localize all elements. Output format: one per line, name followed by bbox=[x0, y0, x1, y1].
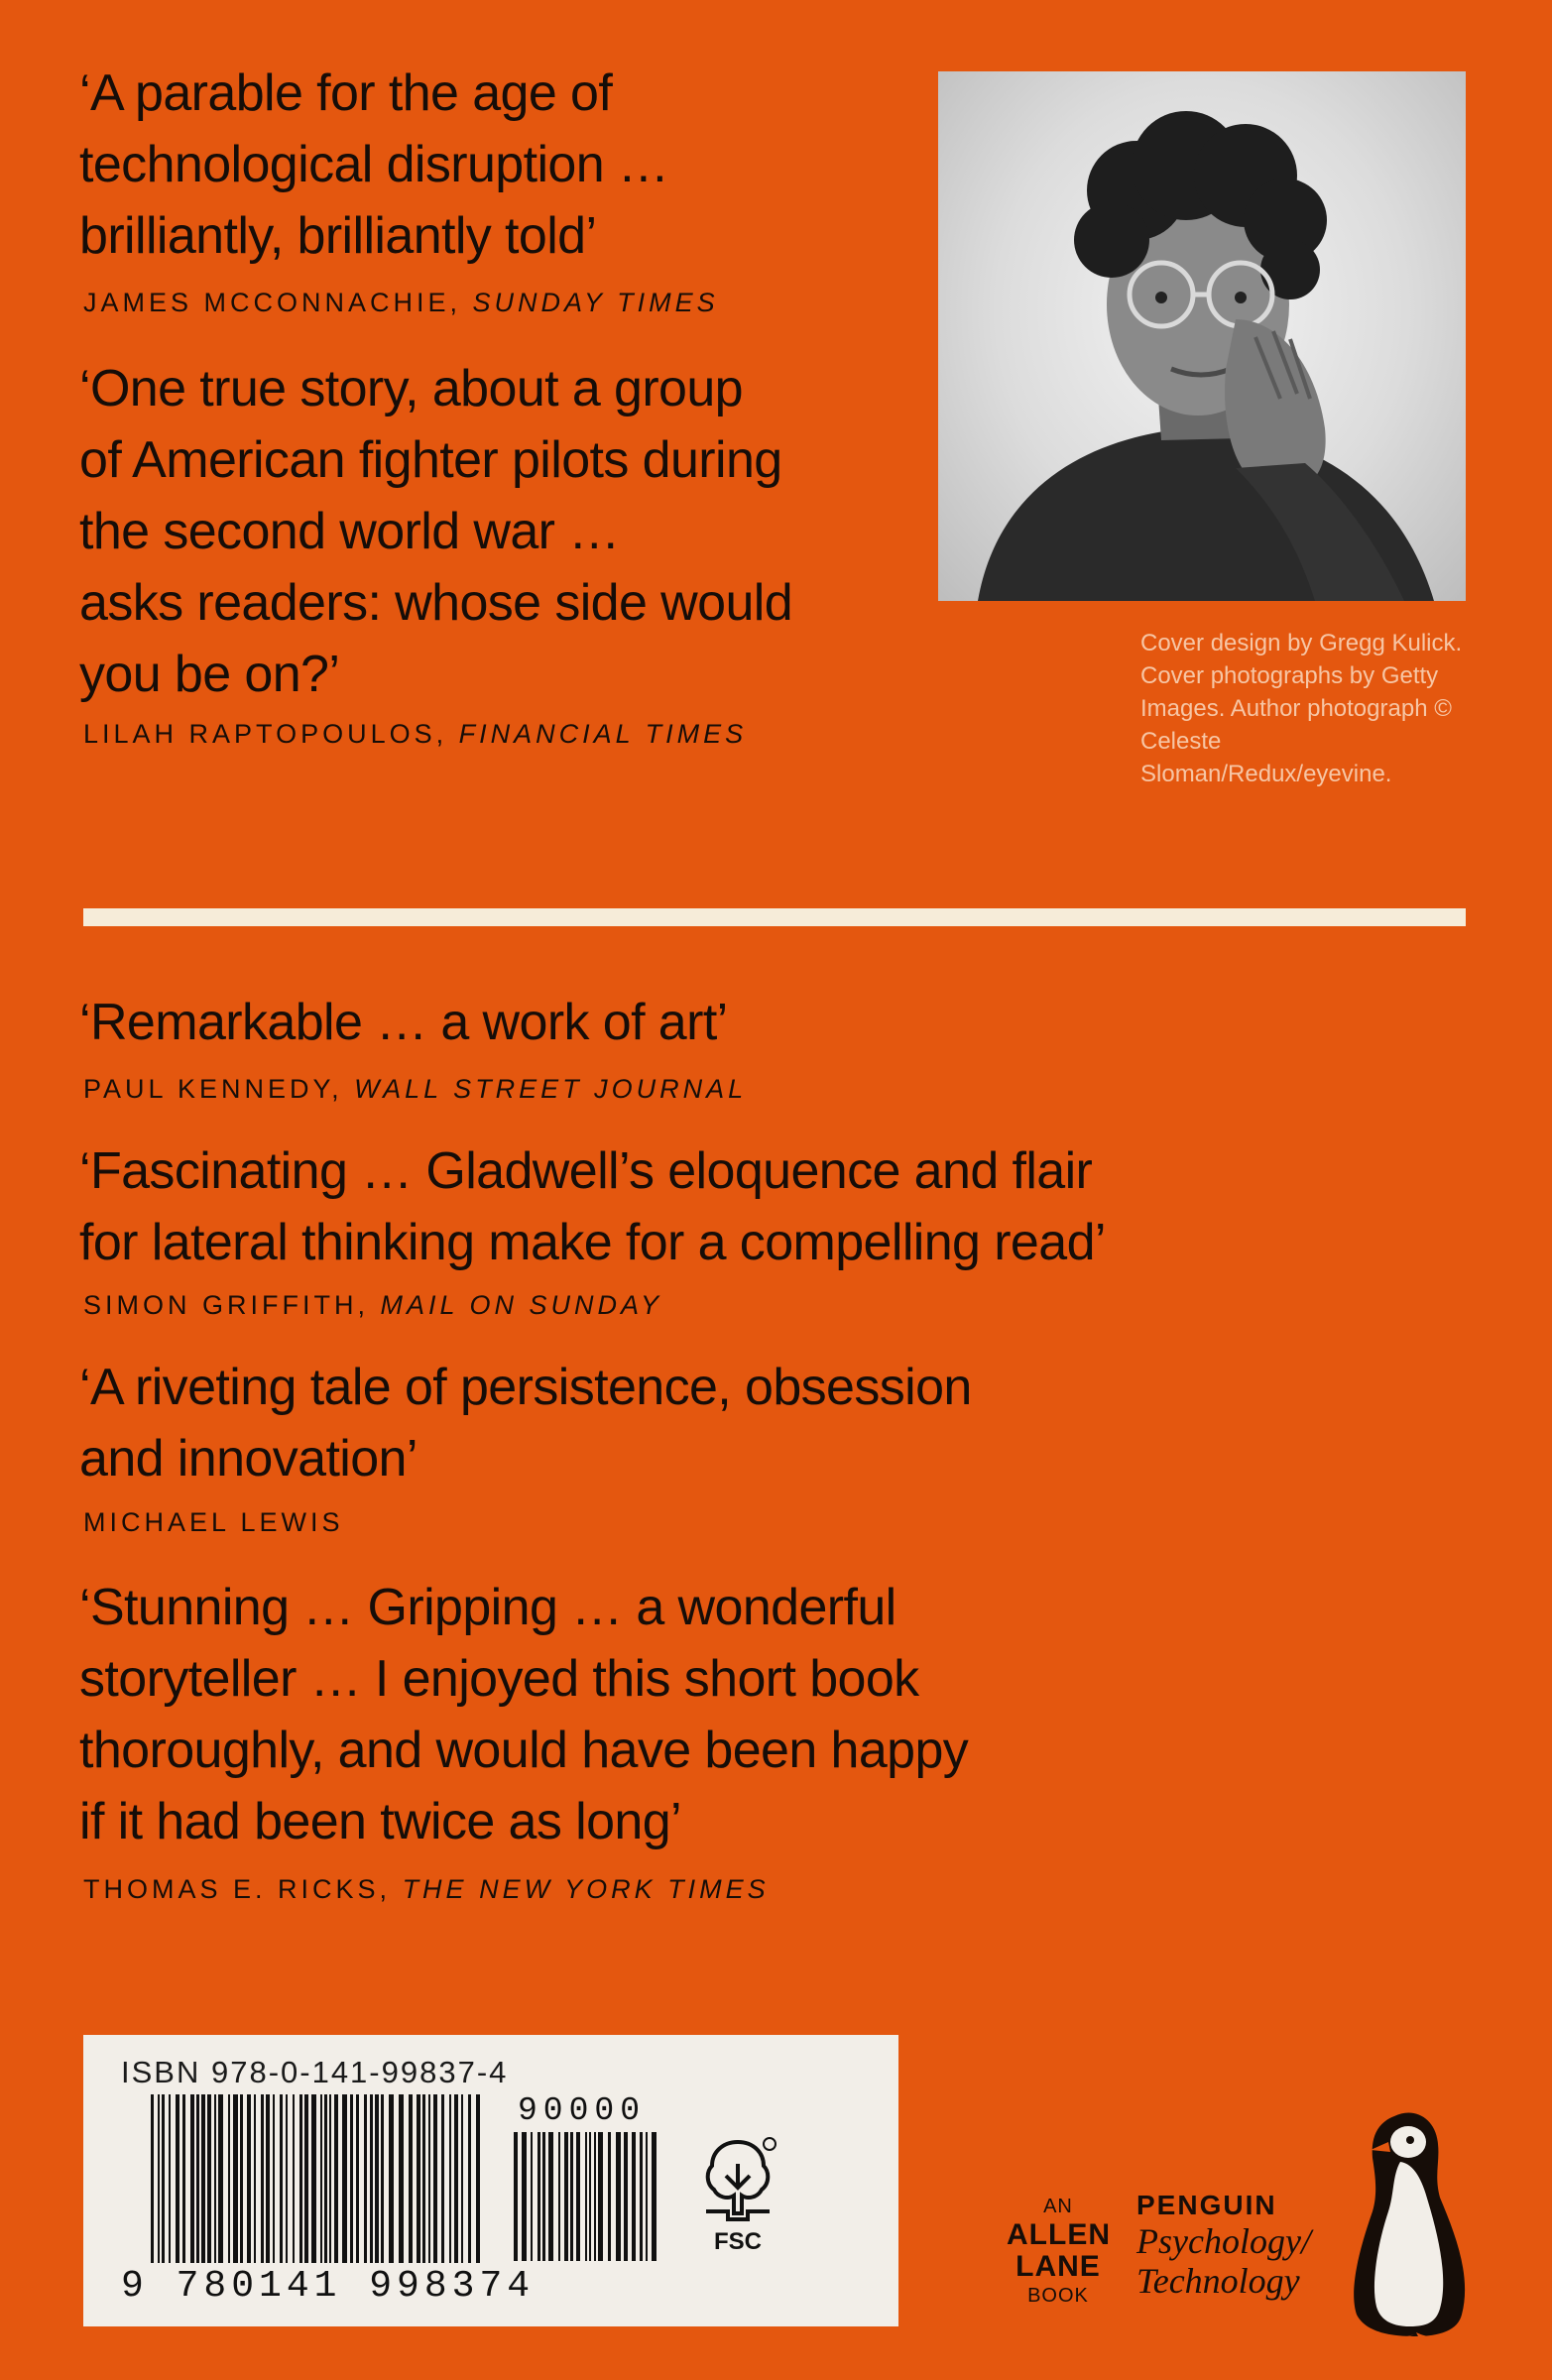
barcode-bar bbox=[324, 2094, 327, 2263]
barcode-bar bbox=[201, 2094, 205, 2263]
barcode-bar bbox=[449, 2094, 451, 2263]
price-addon-barcode bbox=[514, 2132, 662, 2301]
quote-text: ‘One true story, about a group of American fighter pilots during the second world war … asks readers: whose side would you be on?’ bbox=[79, 360, 793, 703]
barcode-bar bbox=[640, 2132, 643, 2261]
barcode-bar bbox=[564, 2132, 568, 2261]
barcode-bar bbox=[409, 2094, 413, 2263]
barcode-bar bbox=[589, 2132, 591, 2261]
attribution-author: MICHAEL LEWIS bbox=[83, 1507, 344, 1537]
barcode-bar bbox=[370, 2094, 373, 2263]
barcode-bar bbox=[548, 2132, 553, 2261]
quote-attribution bbox=[83, 1874, 770, 1905]
attribution-author: JAMES MCCONNACHIE, bbox=[83, 288, 462, 317]
quote-attribution bbox=[83, 719, 747, 750]
imprint-lane: LANE bbox=[1015, 2250, 1101, 2283]
barcode-bar bbox=[531, 2132, 533, 2261]
barcode-bar bbox=[247, 2094, 251, 2263]
isbn-barcode bbox=[151, 2094, 488, 2263]
barcode-bar bbox=[585, 2132, 587, 2261]
series-name: Psychology/ bbox=[1136, 2221, 1311, 2261]
barcode-bar bbox=[598, 2132, 603, 2261]
barcode-bar bbox=[293, 2094, 295, 2263]
barcode-bar bbox=[158, 2094, 160, 2263]
barcode-bar bbox=[652, 2132, 657, 2261]
barcode-bar bbox=[417, 2094, 420, 2263]
barcode-bar bbox=[342, 2094, 347, 2263]
barcode-bar bbox=[299, 2094, 302, 2263]
barcode-bar bbox=[334, 2094, 338, 2263]
barcode-bar bbox=[399, 2094, 404, 2263]
attribution-publication: FINANCIAL TIMES bbox=[458, 719, 748, 749]
quote-text: ‘Stunning … Gripping … a wonderful storyteller … I enjoyed this short book thoroughly, and would have been happy if it had been twice as long’ bbox=[79, 1579, 969, 1850]
barcode-bar bbox=[632, 2132, 636, 2261]
barcode-panel bbox=[83, 2035, 898, 2326]
quote-attribution bbox=[83, 1507, 344, 1538]
barcode-bar bbox=[356, 2094, 359, 2263]
barcode-bar bbox=[311, 2094, 316, 2263]
barcode-bar bbox=[218, 2094, 223, 2263]
barcode-bar bbox=[537, 2132, 540, 2261]
attribution-publication: WALL STREET JOURNAL bbox=[354, 1074, 748, 1104]
barcode-bar bbox=[350, 2094, 353, 2263]
author-photo bbox=[938, 71, 1466, 601]
barcode-bar bbox=[428, 2094, 430, 2263]
barcode-bar bbox=[454, 2094, 458, 2263]
barcode-bar bbox=[196, 2094, 199, 2263]
attribution-author: SIMON GRIFFITH, bbox=[83, 1290, 369, 1320]
barcode-bar bbox=[646, 2132, 648, 2261]
barcode-bar bbox=[570, 2132, 573, 2261]
attribution-publication: MAIL ON SUNDAY bbox=[380, 1290, 663, 1320]
attribution-author: THOMAS E. RICKS, bbox=[83, 1874, 392, 1904]
barcode-bar bbox=[151, 2094, 154, 2263]
barcode-bar bbox=[266, 2094, 270, 2263]
quote-text: ‘Fascinating … Gladwell’s eloquence and flair for lateral thinking make for a compelling read’ bbox=[79, 1142, 1106, 1271]
quote-attribution bbox=[83, 1290, 662, 1321]
quote-attribution bbox=[83, 288, 719, 318]
barcode-bar bbox=[364, 2094, 367, 2263]
barcode-bar bbox=[169, 2094, 171, 2263]
barcode-bar bbox=[261, 2094, 264, 2263]
barcode-bar bbox=[624, 2132, 628, 2261]
barcode-bar bbox=[461, 2094, 463, 2263]
barcode-bar bbox=[228, 2094, 230, 2263]
barcode-bar bbox=[207, 2094, 211, 2263]
barcode-bar bbox=[542, 2132, 545, 2261]
isbn-text: ISBN 978-0-141-99837-4 bbox=[121, 2055, 509, 2089]
barcode-bar bbox=[273, 2094, 275, 2263]
barcode-bar bbox=[389, 2094, 394, 2263]
barcode-bar bbox=[286, 2094, 288, 2263]
barcode-bar bbox=[616, 2132, 621, 2261]
series-name: Technology bbox=[1136, 2261, 1300, 2301]
barcode-bar bbox=[280, 2094, 283, 2263]
barcode-bar bbox=[233, 2094, 238, 2263]
quote-text: ‘A riveting tale of persistence, obsession and innovation’ bbox=[79, 1359, 972, 1488]
attribution-author: LILAH RAPTOPOULOS, bbox=[83, 719, 448, 749]
fsc-logo-icon bbox=[698, 2134, 777, 2228]
imprint-book: BOOK bbox=[1027, 2285, 1089, 2307]
barcode-bar bbox=[422, 2094, 425, 2263]
barcode-bar bbox=[176, 2094, 179, 2263]
penguin-series-label bbox=[1136, 2190, 1311, 2301]
barcode-bar bbox=[468, 2094, 471, 2263]
publisher-name: PENGUIN bbox=[1136, 2190, 1277, 2220]
barcode-bar bbox=[608, 2132, 611, 2261]
barcode-bar bbox=[476, 2094, 480, 2263]
barcode-bar bbox=[594, 2132, 596, 2261]
barcode-bar bbox=[576, 2132, 580, 2261]
cover-credit: Cover design by Gregg Kulick. Cover photographs by Getty Images. Author photograph © Celeste Sloman/Redux/eyevine. bbox=[1140, 630, 1463, 787]
allen-lane-logo bbox=[1007, 2194, 1110, 2309]
barcode-bar bbox=[304, 2094, 308, 2263]
barcode-bar bbox=[254, 2094, 256, 2263]
attribution-publication: SUNDAY TIMES bbox=[472, 288, 719, 317]
barcode-bar bbox=[514, 2132, 518, 2261]
imprint-allen: ALLEN bbox=[1007, 2218, 1111, 2251]
quote-attribution bbox=[83, 1074, 747, 1105]
barcode-bar bbox=[522, 2132, 527, 2261]
barcode-bar bbox=[240, 2094, 243, 2263]
fsc-label: FSC bbox=[714, 2228, 762, 2255]
attribution-author: PAUL KENNEDY, bbox=[83, 1074, 343, 1104]
quote-text: ‘Remarkable … a work of art’ bbox=[79, 994, 728, 1051]
attribution-publication: THE NEW YORK TIMES bbox=[402, 1874, 770, 1904]
barcode-bar bbox=[162, 2094, 165, 2263]
divider bbox=[83, 908, 1466, 926]
barcode-bar bbox=[558, 2132, 560, 2261]
penguin-logo-icon bbox=[1345, 2102, 1474, 2340]
barcode-bar bbox=[381, 2094, 384, 2263]
barcode-bar bbox=[182, 2094, 185, 2263]
barcode-digits: 9 780141 998374 bbox=[121, 2265, 536, 2308]
barcode-bar bbox=[320, 2094, 322, 2263]
barcode-bar bbox=[214, 2094, 216, 2263]
imprint-an: AN bbox=[1043, 2196, 1073, 2217]
price-addon-digits: 90000 bbox=[518, 2092, 647, 2129]
barcode-bar bbox=[375, 2094, 379, 2263]
author-portrait-illustration bbox=[938, 71, 1466, 601]
barcode-bar bbox=[190, 2094, 194, 2263]
barcode-bar bbox=[441, 2094, 444, 2263]
quote-text: ‘A parable for the age of technological disruption … brilliantly, brilliantly told’ bbox=[79, 64, 669, 265]
barcode-bar bbox=[433, 2094, 437, 2263]
barcode-bar bbox=[329, 2094, 331, 2263]
